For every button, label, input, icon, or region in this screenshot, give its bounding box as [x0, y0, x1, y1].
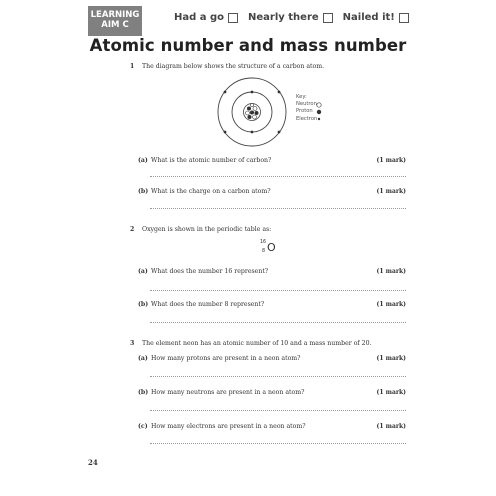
- question-text: The diagram below shows the structure of a carbon atom.: [142, 63, 325, 70]
- key-title: Key:: [296, 94, 307, 100]
- mark-2a: (1 mark): [376, 268, 406, 275]
- answer-line-2a[interactable]: [150, 290, 406, 291]
- key-proton: Proton: [296, 108, 322, 115]
- answer-line-3c[interactable]: [150, 443, 406, 444]
- tab-line-2: AIM C: [101, 20, 129, 30]
- mark-3c: (1 mark): [376, 423, 406, 430]
- progress-had-a-go[interactable]: [174, 12, 238, 23]
- progress-label: Nearly there: [248, 12, 319, 23]
- question-3b: (b) How many neutrons are present in a neon atom?: [138, 389, 305, 396]
- answer-line-2b[interactable]: [150, 322, 406, 323]
- page-number: 24: [88, 458, 98, 467]
- question-2: [130, 226, 271, 233]
- question-number: 1: [130, 63, 135, 70]
- mark-1a: (1 mark): [376, 157, 406, 164]
- answer-line-1b[interactable]: [150, 208, 406, 209]
- question-3: [130, 340, 372, 347]
- question-number: 2: [130, 226, 135, 233]
- checkbox[interactable]: [228, 13, 238, 23]
- oxygen-symbol: [258, 240, 282, 260]
- atomic-number: 8: [262, 249, 266, 254]
- diagram-key: [296, 94, 322, 123]
- page-title: Atomic number and mass number: [89, 36, 407, 55]
- checkbox[interactable]: [399, 13, 409, 23]
- mass-number: 16: [260, 240, 267, 245]
- mark-3b: (1 mark): [376, 389, 406, 396]
- question-text: The element neon has an atomic number of 10 and a mass number of 20.: [142, 340, 372, 347]
- progress-nailed-it[interactable]: [343, 12, 409, 23]
- answer-line-1a[interactable]: [150, 176, 406, 177]
- question-number: 3: [130, 340, 135, 347]
- question-3c: (c) How many electrons are present in a neon atom?: [138, 423, 306, 430]
- question-1a: (a) What is the atomic number of carbon?: [138, 157, 272, 164]
- tab-line-1: LEARNING: [90, 10, 140, 20]
- neutron-icon: [316, 102, 322, 108]
- progress-nearly-there[interactable]: [248, 12, 333, 23]
- proton-icon: [316, 109, 322, 115]
- answer-line-3a[interactable]: [150, 376, 406, 377]
- mark-3a: (1 mark): [376, 355, 406, 362]
- progress-label: Nailed it!: [342, 12, 395, 23]
- question-2b: (b) What does the number 8 represent?: [138, 301, 265, 308]
- question-1b: (b) What is the charge on a carbon atom?: [138, 188, 271, 195]
- electron-icon: [316, 116, 322, 122]
- mark-2b: (1 mark): [376, 301, 406, 308]
- answer-line-3b[interactable]: [150, 410, 406, 411]
- question-3a: (a) How many protons are present in a neon atom?: [138, 355, 301, 362]
- progress-tracker: [174, 12, 419, 23]
- question-text: Oxygen is shown in the periodic table as:: [142, 226, 272, 233]
- mark-1b: (1 mark): [376, 188, 406, 195]
- learning-aim-tab: [88, 6, 142, 36]
- key-neutron: Neutron: [296, 101, 322, 108]
- key-electron: Electron: [296, 116, 322, 123]
- checkbox[interactable]: [323, 13, 333, 23]
- question-2a: (a) What does the number 16 represent?: [138, 268, 269, 275]
- element-symbol: O: [267, 241, 276, 254]
- progress-label: Had a go: [174, 12, 225, 23]
- carbon-atom-diagram: [210, 74, 294, 150]
- question-1: [130, 63, 324, 70]
